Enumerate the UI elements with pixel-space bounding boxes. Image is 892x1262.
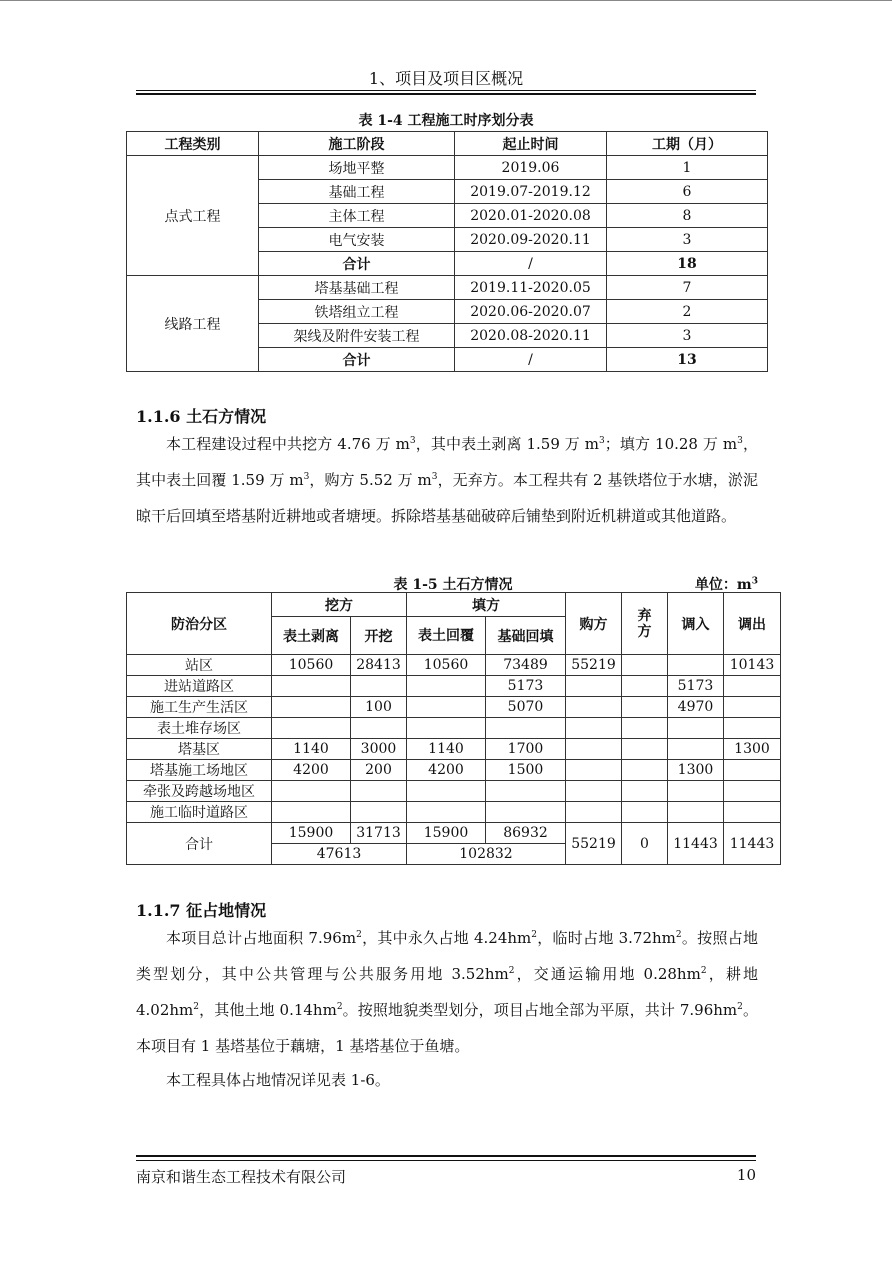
col-header-dig: 开挖	[351, 617, 407, 655]
section-heading-land-use: 1.1.7 征占地情况	[136, 901, 267, 920]
col-header-excavation: 挖方	[272, 593, 407, 617]
col-header-months: 工期（月）	[607, 132, 768, 156]
purchase-cell	[566, 676, 622, 697]
dig-cell: 100	[351, 697, 407, 718]
cover-cell: 4200	[407, 760, 486, 781]
transfer-out-cell	[724, 781, 781, 802]
discard-cell	[622, 760, 668, 781]
months-cell: 7	[607, 276, 768, 300]
period-cell: 2019.06	[455, 156, 607, 180]
dig-cell	[351, 718, 407, 739]
stage-cell: 铁塔组立工程	[259, 300, 455, 324]
period-cell: /	[455, 348, 607, 372]
section-heading-earthwork: 1.1.6 土石方情况	[136, 407, 267, 426]
table-1-5	[126, 592, 781, 865]
transfer-in-cell	[668, 802, 724, 823]
zone-cell: 表土堆存场区	[127, 718, 272, 739]
table-row	[127, 156, 768, 180]
running-header: 1、项目及项目区概况	[368, 69, 524, 88]
base-cell	[486, 802, 566, 823]
table-row	[127, 760, 781, 781]
category-cell: 线路工程	[127, 276, 259, 372]
table-1-5-unit: 单位：$m^3$	[694, 576, 758, 593]
strip-cell	[272, 676, 351, 697]
stage-cell: 架线及附件安装工程	[259, 324, 455, 348]
strip-cell	[272, 718, 351, 739]
dig-cell: 200	[351, 760, 407, 781]
purchase-cell	[566, 781, 622, 802]
transfer-out-cell	[724, 697, 781, 718]
col-header-topsoil-strip: 表土剥离	[272, 617, 351, 655]
cover-cell	[407, 676, 486, 697]
base-cell: 86932	[486, 823, 566, 844]
transfer-out-cell	[724, 676, 781, 697]
months-cell: 2	[607, 300, 768, 324]
purchase-cell	[566, 697, 622, 718]
period-cell: 2020.01-2020.08	[455, 204, 607, 228]
footer-rule-thin	[136, 1160, 756, 1161]
cover-cell: 1140	[407, 739, 486, 760]
stage-cell: 基础工程	[259, 180, 455, 204]
transfer-in-cell	[668, 718, 724, 739]
col-header-period: 起止时间	[455, 132, 607, 156]
transfer-in-cell	[668, 655, 724, 676]
base-cell	[486, 718, 566, 739]
dig-cell	[351, 676, 407, 697]
table-1-4-caption: 表 1-4 工程施工时序划分表	[358, 113, 534, 129]
transfer-out-cell: 11443	[724, 823, 781, 865]
stage-cell: 场地平整	[259, 156, 455, 180]
transfer-in-cell	[668, 739, 724, 760]
base-cell	[486, 781, 566, 802]
purchase-cell: 55219	[566, 655, 622, 676]
col-header-discard: 弃方	[622, 593, 668, 655]
transfer-in-cell: 5173	[668, 676, 724, 697]
cover-cell: 15900	[407, 823, 486, 844]
months-cell: 8	[607, 204, 768, 228]
transfer-in-cell	[668, 781, 724, 802]
col-header-category: 工程类别	[127, 132, 259, 156]
strip-cell	[272, 781, 351, 802]
purchase-cell: 55219	[566, 823, 622, 865]
page-edge	[0, 0, 892, 1]
strip-cell	[272, 697, 351, 718]
col-header-transfer-in: 调入	[668, 593, 724, 655]
fill-sum-cell: 102832	[407, 844, 566, 865]
zone-cell: 施工临时道路区	[127, 802, 272, 823]
base-cell: 5173	[486, 676, 566, 697]
col-header-purchase: 购方	[566, 593, 622, 655]
col-header-stage: 施工阶段	[259, 132, 455, 156]
transfer-in-cell: 4970	[668, 697, 724, 718]
table-row	[127, 655, 781, 676]
stage-cell: 主体工程	[259, 204, 455, 228]
discard-cell	[622, 676, 668, 697]
stage-cell: 合计	[259, 348, 455, 372]
stage-cell: 塔基基础工程	[259, 276, 455, 300]
discard-cell	[622, 697, 668, 718]
period-cell: 2020.08-2020.11	[455, 324, 607, 348]
table-row	[127, 781, 781, 802]
dig-cell	[351, 802, 407, 823]
table-row	[127, 718, 781, 739]
period-cell: 2019.07-2019.12	[455, 180, 607, 204]
footer-rule-thick	[136, 1155, 756, 1157]
discard-cell	[622, 781, 668, 802]
table-1-5-caption: 表 1-5 土石方情况	[393, 577, 513, 593]
strip-cell: 15900	[272, 823, 351, 844]
months-cell: 6	[607, 180, 768, 204]
excavation-sum-cell: 47613	[272, 844, 407, 865]
base-cell: 1700	[486, 739, 566, 760]
zone-cell: 牵张及跨越场地区	[127, 781, 272, 802]
zone-cell: 塔基区	[127, 739, 272, 760]
page-number: 10	[736, 1166, 756, 1184]
transfer-out-cell	[724, 802, 781, 823]
months-cell: 18	[607, 252, 768, 276]
earthwork-paragraph: 本工程建设过程中共挖方 4.76 万 $m^3$，其中表土剥离 1.59 万 $m^3$；填方 10.28 万 $m^3$，其中表土回覆 1.59 万 $m^3$，购方 5.52 万 $m^3$，无弃方。本工程共有 2 基铁塔位于水塘，淤泥晾干后回填至塔基附近耕地或者塘埂。拆除塔基基础破碎后铺垫到附近机耕道或其他道路。	[136, 435, 758, 525]
dig-cell: 31713	[351, 823, 407, 844]
col-header-zone: 防治分区	[127, 593, 272, 655]
cover-cell: 10560	[407, 655, 486, 676]
transfer-out-cell: 10143	[724, 655, 781, 676]
strip-cell: 1140	[272, 739, 351, 760]
zone-cell: 施工生产生活区	[127, 697, 272, 718]
cover-cell	[407, 718, 486, 739]
col-header-fill: 填方	[407, 593, 566, 617]
category-cell: 点式工程	[127, 156, 259, 276]
zone-cell: 塔基施工场地区	[127, 760, 272, 781]
discard-cell	[622, 802, 668, 823]
purchase-cell	[566, 739, 622, 760]
dig-cell	[351, 781, 407, 802]
period-cell: 2019.11-2020.05	[455, 276, 607, 300]
base-cell: 1500	[486, 760, 566, 781]
base-cell: 73489	[486, 655, 566, 676]
cover-cell	[407, 802, 486, 823]
transfer-in-cell: 1300	[668, 760, 724, 781]
months-cell: 3	[607, 228, 768, 252]
purchase-cell	[566, 760, 622, 781]
period-cell: 2020.06-2020.07	[455, 300, 607, 324]
strip-cell: 10560	[272, 655, 351, 676]
zone-cell: 站区	[127, 655, 272, 676]
months-cell: 1	[607, 156, 768, 180]
table-row	[127, 697, 781, 718]
stage-cell: 电气安装	[259, 228, 455, 252]
base-cell: 5070	[486, 697, 566, 718]
strip-cell: 4200	[272, 760, 351, 781]
purchase-cell	[566, 802, 622, 823]
table-1-4	[126, 131, 768, 372]
table-row	[127, 802, 781, 823]
strip-cell	[272, 802, 351, 823]
dig-cell: 3000	[351, 739, 407, 760]
stage-cell: 合计	[259, 252, 455, 276]
total-row	[127, 823, 781, 844]
col-header-base-fill: 基础回填	[486, 617, 566, 655]
cover-cell	[407, 781, 486, 802]
discard-cell	[622, 739, 668, 760]
zone-cell: 合计	[127, 823, 272, 865]
discard-cell: 0	[622, 823, 668, 865]
header-rule-thick	[136, 93, 756, 95]
footer-company: 南京和谐生态工程技术有限公司	[136, 1168, 347, 1186]
transfer-out-cell	[724, 718, 781, 739]
transfer-out-cell: 1300	[724, 739, 781, 760]
col-header-transfer-out: 调出	[724, 593, 781, 655]
cover-cell	[407, 697, 486, 718]
dig-cell: 28413	[351, 655, 407, 676]
transfer-in-cell: 11443	[668, 823, 724, 865]
transfer-out-cell	[724, 760, 781, 781]
table-row	[127, 676, 781, 697]
land-use-reference-paragraph: 本工程具体占地情况详见表 1-6。	[166, 1071, 390, 1089]
zone-cell: 进站道路区	[127, 676, 272, 697]
table-row	[127, 276, 768, 300]
purchase-cell	[566, 718, 622, 739]
header-rule-thin	[136, 90, 756, 91]
period-cell: /	[455, 252, 607, 276]
months-cell: 3	[607, 324, 768, 348]
land-use-paragraph: 本项目总计占地面积 $7.96m^2$，其中永久占地 $4.24hm^2$，临时占地 $3.72hm^2$。按照占地类型划分，其中公共管理与公共服务用地 $3.52hm^2$，交通运输用地 $0.28hm^2$，耕地 $4.02hm^2$，其他土地 $0.14hm^2$。按照地貌类型划分，项目占地全部为平原，共计 $7.96hm^2$。本项目有 1 基塔基位于藕塘，1 基塔基位于鱼塘。	[136, 929, 758, 1055]
col-header-topsoil-cover: 表土回覆	[407, 617, 486, 655]
discard-cell	[622, 655, 668, 676]
table-row	[127, 739, 781, 760]
months-cell: 13	[607, 348, 768, 372]
discard-cell	[622, 718, 668, 739]
period-cell: 2020.09-2020.11	[455, 228, 607, 252]
